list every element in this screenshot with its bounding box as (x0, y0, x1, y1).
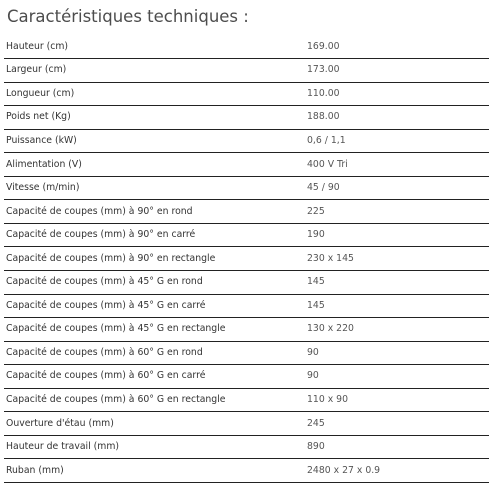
spec-value: 90 (304, 341, 489, 365)
spec-label: Capacité de coupes (mm) à 45° G en rectangle (4, 318, 304, 342)
spec-value: 130 x 220 (304, 318, 489, 342)
spec-label: Capacité de coupes (mm) à 90° en rectangle (4, 247, 304, 271)
spec-label: Poids net (Kg) (4, 106, 304, 130)
spec-label: Capacité de coupes (mm) à 60° G en carré (4, 365, 304, 389)
table-row (4, 129, 489, 153)
spec-value: 169.00 (304, 35, 489, 59)
table-row (4, 270, 489, 294)
table-row (4, 106, 489, 130)
spec-value: 90 (304, 365, 489, 389)
table-row (4, 459, 489, 483)
table-row (4, 223, 489, 247)
table-row (4, 388, 489, 412)
specs-table (4, 35, 489, 483)
spec-label: Hauteur de travail (mm) (4, 435, 304, 459)
spec-value: 110.00 (304, 82, 489, 106)
spec-label: Capacité de coupes (mm) à 60° G en rectangle (4, 388, 304, 412)
spec-label: Largeur (cm) (4, 59, 304, 83)
table-row (4, 200, 489, 224)
spec-label: Capacité de coupes (mm) à 90° en rond (4, 200, 304, 224)
spec-label: Ouverture d'étau (mm) (4, 412, 304, 436)
spec-value: 145 (304, 294, 489, 318)
spec-value: 245 (304, 412, 489, 436)
spec-label: Longueur (cm) (4, 82, 304, 106)
table-row (4, 412, 489, 436)
spec-label: Capacité de coupes (mm) à 45° G en carré (4, 294, 304, 318)
spec-label: Puissance (kW) (4, 129, 304, 153)
table-row (4, 176, 489, 200)
spec-value: 230 x 145 (304, 247, 489, 271)
table-row (4, 59, 489, 83)
spec-value: 173.00 (304, 59, 489, 83)
spec-value: 890 (304, 435, 489, 459)
spec-value: 110 x 90 (304, 388, 489, 412)
spec-label: Ruban (mm) (4, 459, 304, 483)
table-row (4, 365, 489, 389)
table-row (4, 153, 489, 177)
spec-label: Vitesse (m/min) (4, 176, 304, 200)
table-row (4, 82, 489, 106)
table-row (4, 247, 489, 271)
spec-label: Capacité de coupes (mm) à 90° en carré (4, 223, 304, 247)
spec-label: Capacité de coupes (mm) à 45° G en rond (4, 270, 304, 294)
spec-value: 45 / 90 (304, 176, 489, 200)
page-title: Caractéristiques techniques : (7, 7, 249, 26)
spec-value: 2480 x 27 x 0.9 (304, 459, 489, 483)
spec-value: 190 (304, 223, 489, 247)
spec-value: 0,6 / 1,1 (304, 129, 489, 153)
spec-label: Alimentation (V) (4, 153, 304, 177)
spec-value: 188.00 (304, 106, 489, 130)
spec-value: 145 (304, 270, 489, 294)
table-row (4, 435, 489, 459)
spec-value: 400 V Tri (304, 153, 489, 177)
table-row (4, 294, 489, 318)
table-row (4, 318, 489, 342)
table-row (4, 35, 489, 59)
spec-value: 225 (304, 200, 489, 224)
spec-label: Hauteur (cm) (4, 35, 304, 59)
table-row (4, 341, 489, 365)
spec-label: Capacité de coupes (mm) à 60° G en rond (4, 341, 304, 365)
